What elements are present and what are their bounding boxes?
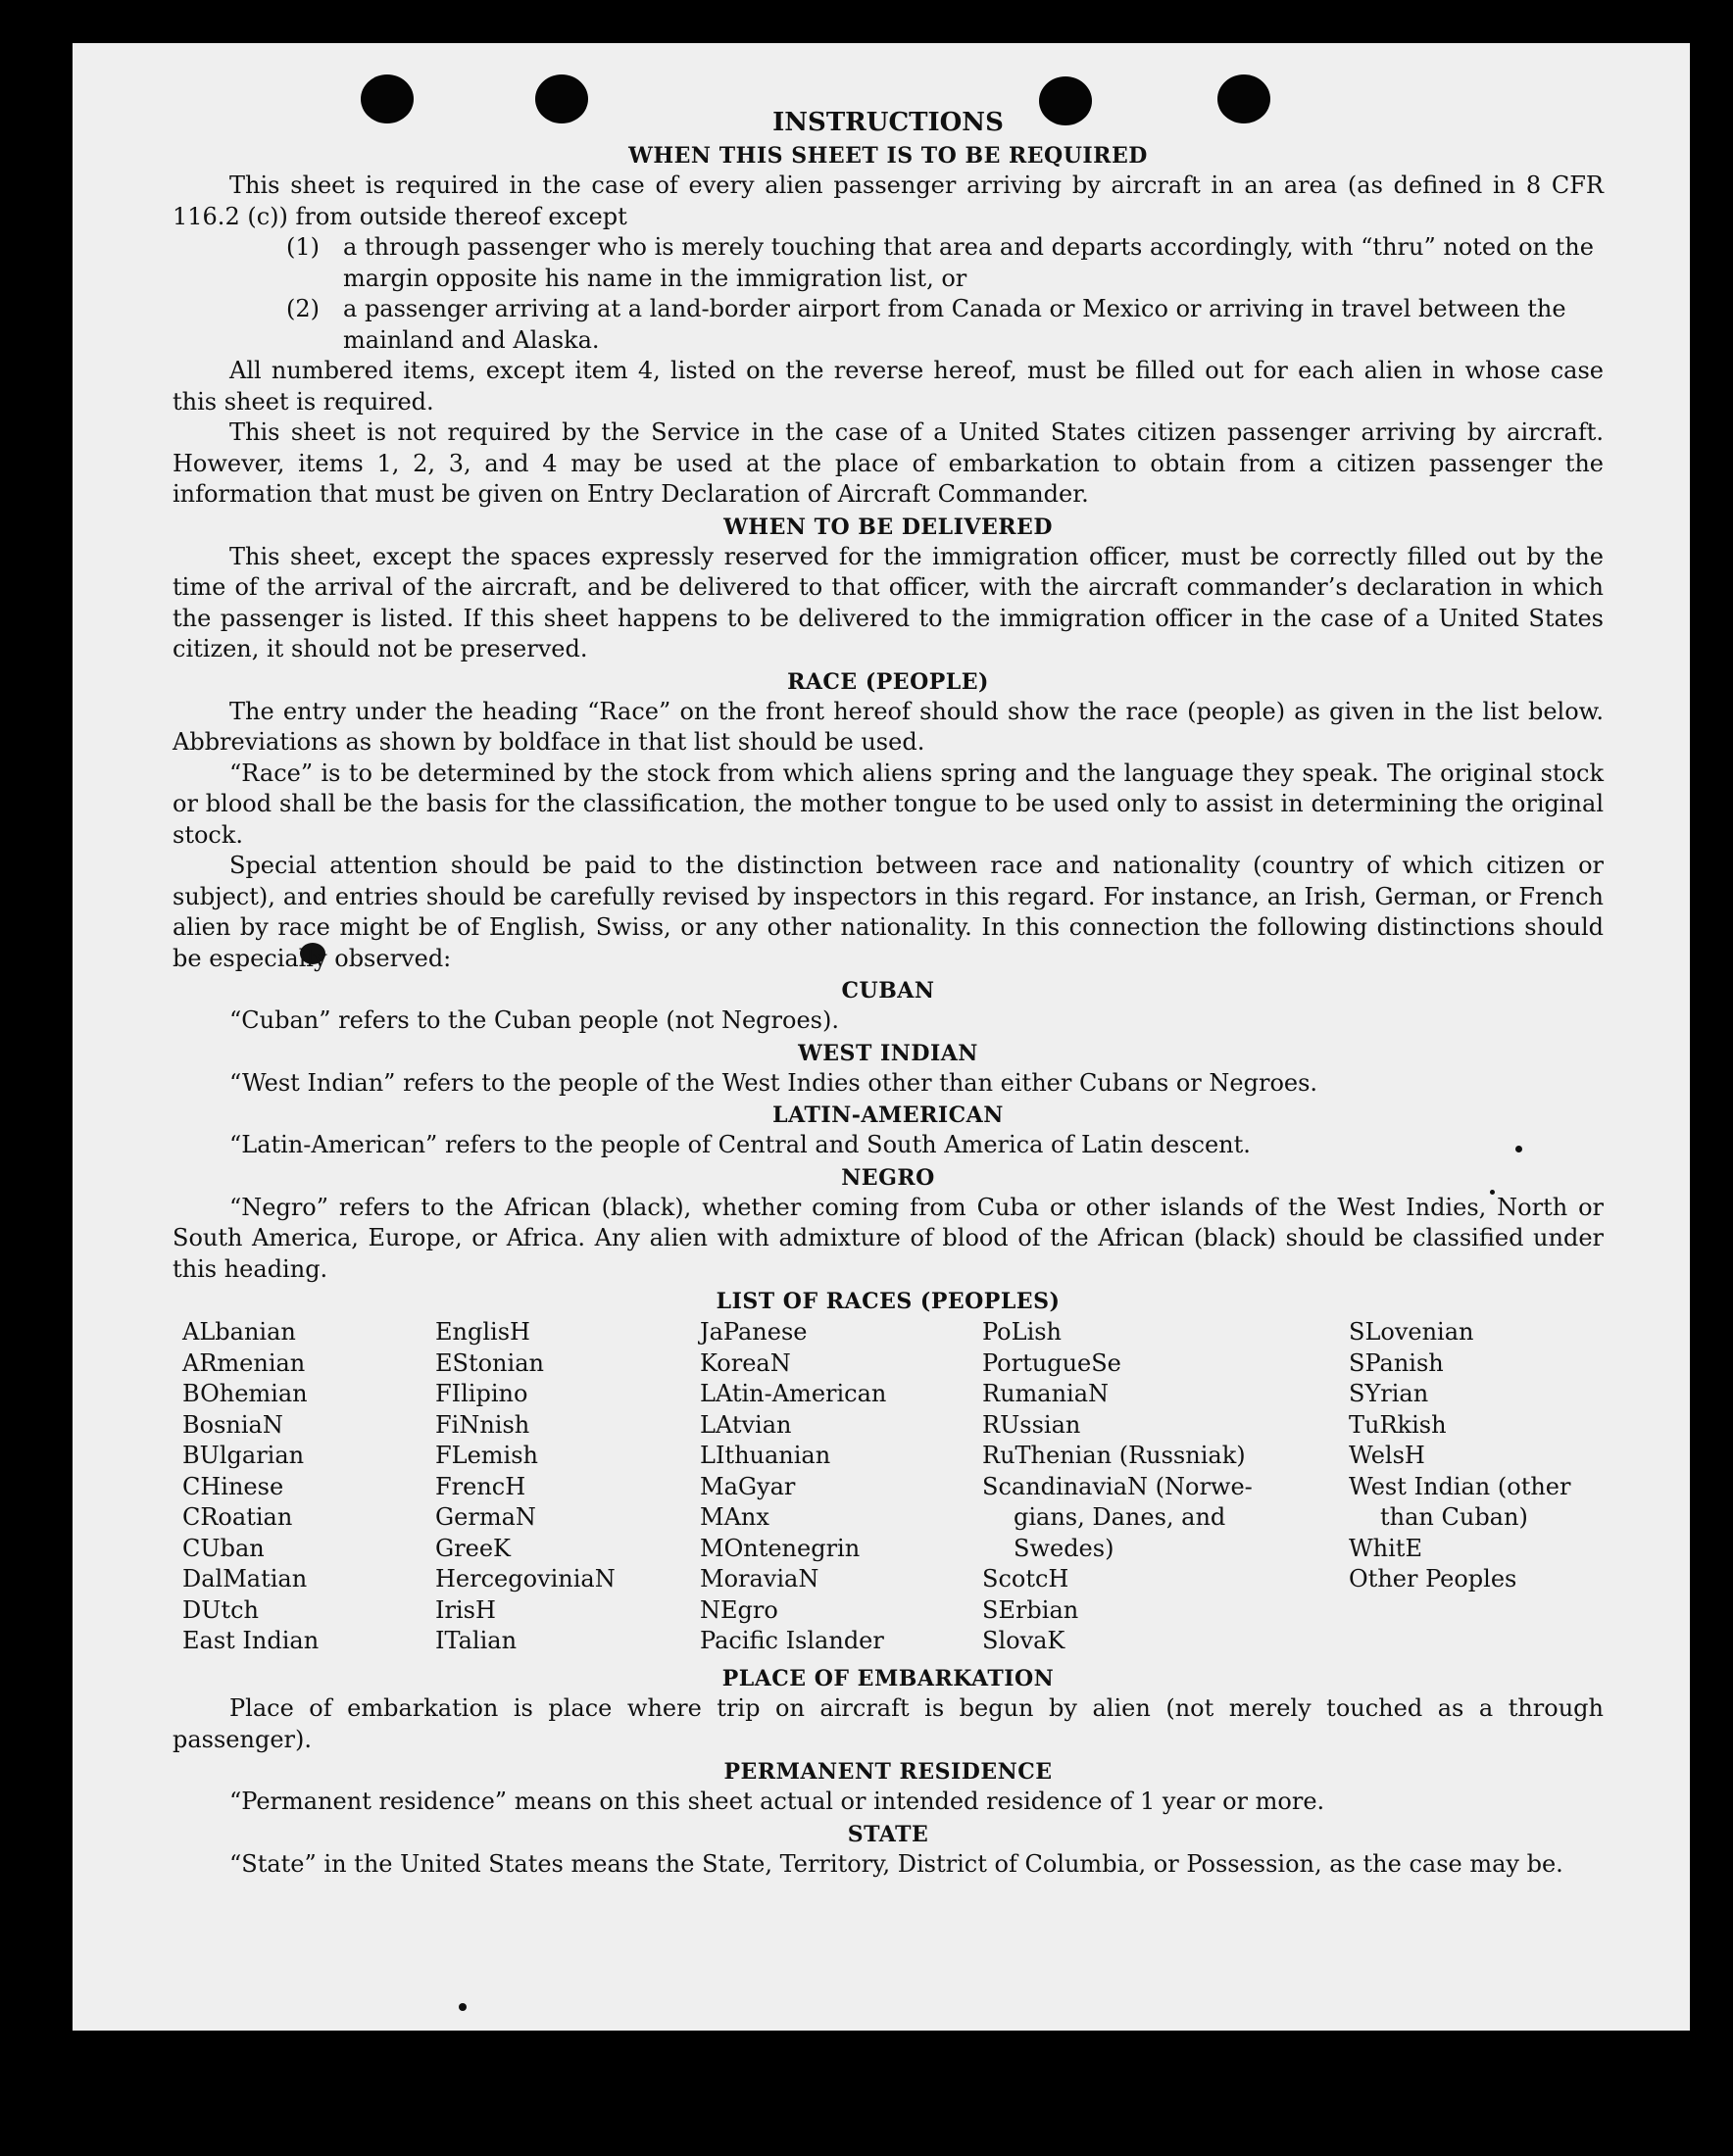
race-entry: Swedes): [1014, 1534, 1114, 1562]
paragraph: Place of embarkation is place where trip on aircraft is begun by alien (not merely touched as a through passenger).: [173, 1694, 1604, 1753]
item-text: a passenger arriving at a land-border airport from Canada or Mexico or arriving in travel between the mainland and Alaska.: [343, 295, 1566, 354]
paragraph: “Negro” refers to the African (black), whether coming from Cuba or other islands of the West Indies, North or South America, Europe, or Africa. Any alien with admixture of blood of the African (black) should be classified under this heading.: [173, 1193, 1604, 1283]
item-text: a through passenger who is merely touching that area and departs accordingly, with “thru” noted on the margin opposite his name in the immigration list, or: [343, 233, 1594, 292]
list-item: [173, 232, 1604, 294]
race-entry: gians, Danes, and: [1014, 1503, 1226, 1531]
race-entry: East Indian: [182, 1627, 320, 1654]
item-number: (1): [286, 233, 320, 261]
race-entry: Other Peoples: [1349, 1565, 1517, 1592]
race-entry: LAtvian: [700, 1410, 792, 1439]
race-entry: ScotcH: [982, 1565, 1069, 1592]
instructions-content: [173, 106, 1604, 1880]
race-entry: West Indian (other: [1349, 1472, 1571, 1500]
race-entry: RumaniaN: [982, 1380, 1110, 1407]
race-entry: LIthuanian: [700, 1442, 831, 1469]
race-entry: ScandinaviaN (Norwe-: [982, 1472, 1253, 1500]
subsection-negro: [173, 1164, 1604, 1286]
paragraph: This sheet is required in the case of every alien passenger arriving by aircraft in an area (as defined in 8 CFR 116.2 (c)) from outside thereof except: [173, 172, 1604, 230]
paragraph: “Cuban” refers to the Cuban people (not Negroes).: [229, 1006, 839, 1034]
race-entry: GreeK: [435, 1534, 511, 1562]
race-entry: LAtin-American: [700, 1380, 887, 1407]
races-column: [700, 1317, 886, 1657]
race-entry: ALbanian: [182, 1318, 296, 1346]
race-entry: PoLish: [982, 1318, 1063, 1346]
race-entry: SLovenian: [1349, 1318, 1474, 1346]
paragraph: Special attention should be paid to the distinction between race and nationality (country of which citizen or subject), and entries should be carefully revised by inspectors in this regard. For instance, an Irish, German, or French alien by race might be of English, Swiss, or any other nationality. In this connection the following distinctions should be especially observed:: [173, 852, 1604, 972]
section-heading: RACE (PEOPLE): [787, 668, 989, 695]
section-when-required: [173, 142, 1604, 511]
paragraph: All numbered items, except item 4, listed on the reverse hereof, must be filled out for each alien in whose case this sheet is required.: [173, 357, 1604, 416]
section-heading: PLACE OF EMBARKATION: [721, 1666, 1055, 1691]
race-entry: SPanish: [1349, 1348, 1444, 1377]
section-heading: PERMANENT RESIDENCE: [723, 1759, 1053, 1785]
race-entry: RuThenian (Russniak): [982, 1442, 1246, 1469]
race-entry: BOhemian: [182, 1380, 308, 1407]
race-entry: MoraviaN: [700, 1565, 819, 1592]
subsection-heading: LATIN-AMERICAN: [772, 1102, 1004, 1128]
race-entry: SYrian: [1349, 1380, 1429, 1407]
race-entry: ITalian: [435, 1627, 518, 1654]
race-entry: FrencH: [435, 1472, 526, 1500]
race-entry: MAnx: [700, 1503, 769, 1531]
item-number: (2): [286, 295, 320, 322]
paragraph: “Race” is to be determined by the stock from which aliens spring and the language they speak. The original stock or blood shall be the basis for the classification, the mother tongue to be used only to assist in determining the original stock.: [173, 759, 1604, 849]
section-state: [173, 1821, 1604, 1881]
race-entry: BosniaN: [182, 1410, 283, 1439]
race-entry: than Cuban): [1380, 1503, 1528, 1531]
race-entry: JaPanese: [700, 1318, 808, 1346]
race-entry: IrisH: [435, 1595, 496, 1624]
race-entry: BUlgarian: [182, 1442, 305, 1469]
races-grid: [173, 1317, 1604, 1662]
race-entry: WhitE: [1349, 1534, 1422, 1562]
section-when-delivered: [173, 514, 1604, 665]
race-entry: PortugueSe: [982, 1348, 1121, 1377]
race-entry: DUtch: [182, 1595, 260, 1624]
races-column: [982, 1317, 1253, 1657]
paragraph: “State” in the United States means the State, Territory, District of Columbia, or Possession, as the case may be.: [229, 1849, 1563, 1878]
paragraph: The entry under the heading “Race” on the front hereof should show the race (people) as given in the list below. Abbreviations as shown by boldface in that list should be used.: [173, 697, 1604, 756]
race-entry: EnglisH: [435, 1318, 530, 1346]
races-column: [1349, 1317, 1570, 1595]
subsection-latin-american: [173, 1102, 1604, 1161]
subsection-cuban: [173, 977, 1604, 1037]
race-entry: DalMatian: [182, 1565, 308, 1592]
race-entry: EStonian: [435, 1348, 544, 1377]
race-entry: MaGyar: [700, 1472, 796, 1500]
list-of-races: [173, 1288, 1604, 1662]
section-heading: WHEN TO BE DELIVERED: [723, 514, 1053, 540]
race-entry: NEgro: [700, 1595, 778, 1624]
race-entry: GermaN: [435, 1503, 536, 1531]
race-entry: TuRkish: [1349, 1410, 1447, 1439]
section-heading: WHEN THIS SHEET IS TO BE REQUIRED: [628, 143, 1148, 169]
race-entry: KoreaN: [700, 1348, 791, 1377]
race-entry: FLemish: [435, 1442, 538, 1469]
paragraph: “Permanent residence” means on this sheet actual or intended residence of 1 year or more.: [229, 1788, 1325, 1815]
race-entry: CHinese: [182, 1472, 284, 1500]
race-entry: FIlipino: [435, 1380, 528, 1407]
race-entry: CUban: [182, 1534, 265, 1562]
paragraph: “West Indian” refers to the people of the West Indies other than either Cubans or Negroes.: [229, 1068, 1318, 1097]
section-place-of-embarkation: [173, 1665, 1604, 1755]
race-entry: ARmenian: [182, 1348, 306, 1377]
race-entry: MOntenegrin: [700, 1534, 861, 1562]
paragraph: This sheet, except the spaces expressly reserved for the immigration officer, must be correctly filled out by the time of the arrival of the aircraft, and be delivered to that officer, with the aircraft commander’s declaration in which the passenger is listed. If this sheet happens to be delivered to the immigration officer in the case of a United States citizen, it should not be preserved.: [173, 542, 1604, 662]
page-title: INSTRUCTIONS: [772, 108, 1004, 137]
section-race: [173, 668, 1604, 975]
race-entry: HercegoviniaN: [435, 1565, 616, 1592]
race-entry: SErbian: [982, 1595, 1079, 1624]
section-permanent-residence: [173, 1758, 1604, 1818]
races-heading: LIST OF RACES (PEOPLES): [716, 1289, 1061, 1314]
paragraph: “Latin-American” refers to the people of Central and South America of Latin descent.: [229, 1131, 1251, 1158]
paragraph: This sheet is not required by the Service in the case of a United States citizen passenger arriving by aircraft. However, items 1, 2, 3, and 4 may be used at the place of embarkation to obtain from a citizen passenger the information that must be given on Entry Declaration of Aircraft Commander.: [173, 418, 1604, 508]
race-entry: WelsH: [1349, 1442, 1425, 1469]
race-entry: CRoatian: [182, 1503, 293, 1531]
subsection-heading: NEGRO: [841, 1164, 935, 1191]
races-column: [182, 1317, 319, 1657]
list-item: [173, 294, 1604, 356]
race-entry: Pacific Islander: [700, 1627, 884, 1654]
race-entry: RUssian: [982, 1410, 1081, 1439]
subsection-heading: WEST INDIAN: [798, 1040, 978, 1066]
subsection-heading: CUBAN: [841, 978, 935, 1004]
race-entry: SlovaK: [982, 1627, 1065, 1654]
subsection-west-indian: [173, 1040, 1604, 1100]
races-column: [435, 1317, 616, 1657]
section-heading: STATE: [847, 1821, 929, 1847]
speck: [459, 2003, 467, 2011]
race-entry: FiNnish: [435, 1410, 530, 1439]
